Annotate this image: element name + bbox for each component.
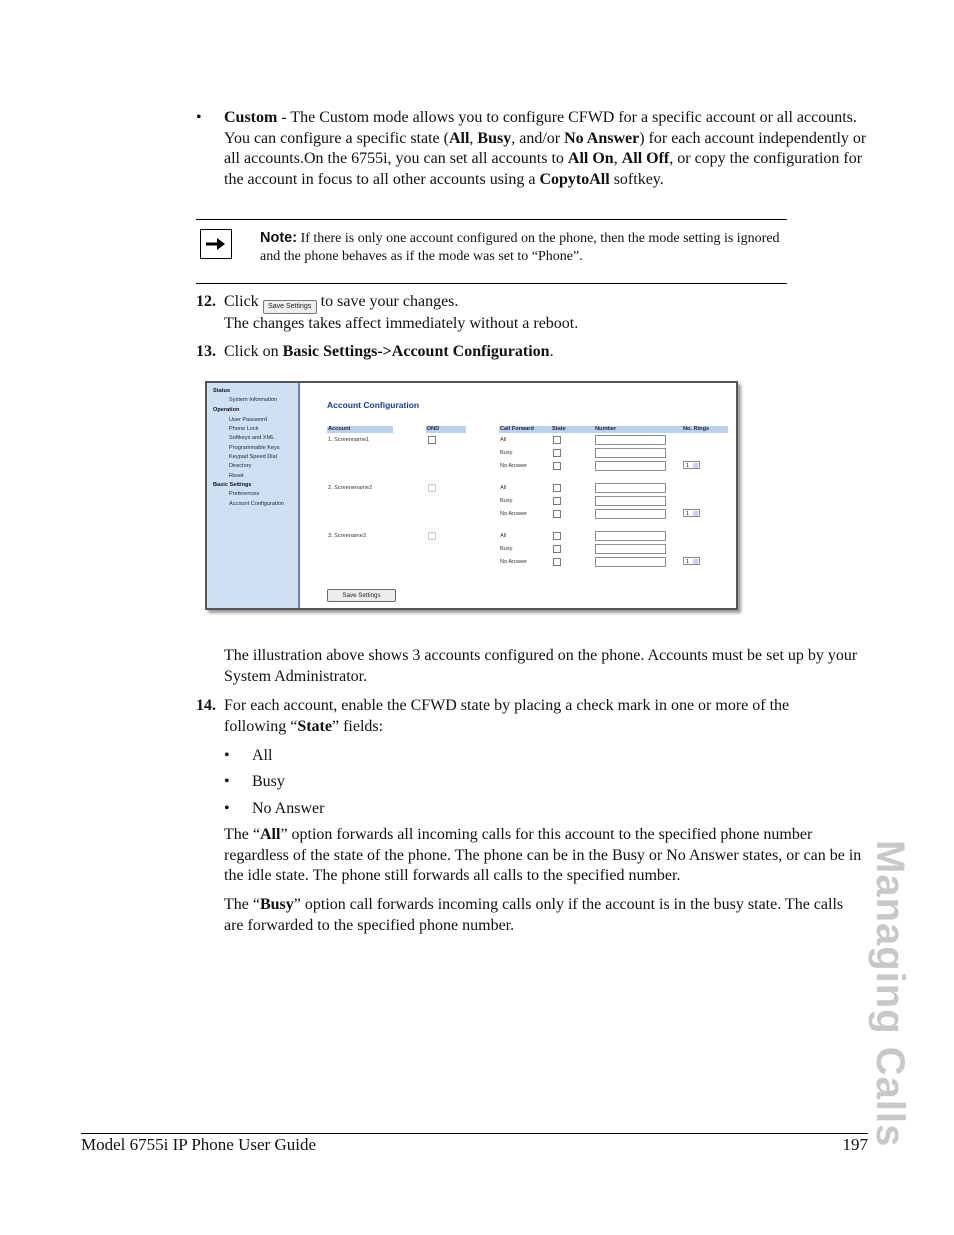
account-1-busy-checkbox[interactable] — [553, 449, 561, 457]
bullet-marker: • — [196, 109, 202, 126]
screenshot-title: Account Configuration — [327, 400, 420, 410]
state-bullet-no-answer — [224, 799, 325, 820]
bullet-text: No Answer — [252, 800, 325, 817]
chapter-title: Managing Calls — [868, 840, 912, 1148]
para-post: ” option forwards all incoming calls for this account to the specified phone number regardless of the state of the phone. The phone can be in the Busy or No Answer states, or can be in the idle state. The phone still forwards all calls to the specified number. — [224, 826, 862, 884]
save-settings-button[interactable]: Save Settings — [327, 589, 396, 602]
step-13-text — [224, 342, 869, 363]
account-3-state-busy: Busy — [500, 546, 513, 552]
custom-term: Custom — [224, 109, 278, 126]
account-2-all-number[interactable] — [595, 483, 666, 493]
account-3-busy-number[interactable] — [595, 544, 666, 554]
account-1-state-all: All — [500, 437, 507, 443]
account-1-state-no-answer: No Answer — [500, 463, 528, 469]
custom-text: - The Custom mode allows you to configure CFWD for a specific account or all accounts. You can configure a specific state ( — [224, 109, 857, 147]
account-3-no-answer-checkbox[interactable] — [553, 558, 561, 566]
sidebar-account-configuration: Account Configuration — [229, 501, 285, 507]
account-2-rings-select[interactable] — [683, 509, 700, 517]
page-number: 197 — [842, 1135, 868, 1154]
custom-text: , or copy the configuration for the account in focus to all other accounts using a — [224, 150, 863, 188]
chevron-down-icon — [693, 511, 698, 516]
menu-path: Basic Settings->Account Configuration — [282, 343, 550, 360]
state-no-answer: No Answer — [564, 129, 640, 147]
custom-text: softkey. — [609, 170, 664, 188]
account-3-all-checkbox[interactable] — [553, 532, 561, 540]
sidebar-user-password: User Password — [229, 417, 267, 423]
state-term: State — [297, 717, 332, 735]
account-2-no-answer-number[interactable] — [595, 509, 666, 519]
chapter-side-tab — [860, 840, 920, 1148]
account-1-all-checkbox[interactable] — [553, 436, 561, 444]
account-3-no-answer-number[interactable] — [595, 557, 666, 567]
step-13-post: . — [549, 343, 554, 360]
account-1-no-answer-number[interactable] — [595, 461, 666, 471]
state-all: All — [448, 129, 470, 147]
step-14-number: 14. — [196, 697, 216, 714]
step-12-post: to save your changes. — [316, 293, 459, 310]
separator: , — [613, 150, 622, 167]
account-2-dnd-checkbox[interactable] — [428, 484, 436, 492]
account-3-rings-select[interactable] — [683, 557, 700, 565]
col-call-forward: Call Forward — [500, 426, 534, 432]
account-2-busy-number[interactable] — [595, 496, 666, 506]
all-term: All — [259, 826, 281, 843]
account-2-no-answer-checkbox[interactable] — [553, 510, 561, 518]
account-3-all-number[interactable] — [595, 531, 666, 541]
rings-value: 1 — [686, 511, 690, 517]
state-bullet-all — [224, 746, 273, 767]
account-2-state-busy: Busy — [500, 498, 513, 504]
note-text — [260, 229, 786, 266]
sidebar-status: Status — [213, 388, 231, 394]
sidebar-softkeys-xml: Softkeys and XML — [229, 435, 275, 441]
step-13-pre: Click on — [224, 343, 283, 360]
account-configuration-screenshot — [205, 381, 738, 610]
col-number: Number — [595, 426, 617, 432]
sidebar-system-information: System Information — [229, 397, 278, 403]
sidebar-keypad-speed-dial: Keypad Speed Dial — [229, 454, 277, 460]
account-1-dnd-checkbox[interactable] — [428, 436, 436, 444]
note-top-rule — [196, 219, 787, 220]
custom-mode-bullet — [196, 108, 869, 190]
screenshot-sidebar — [207, 383, 300, 608]
sidebar-basic-settings: Basic Settings — [213, 482, 252, 488]
rings-value: 1 — [686, 559, 690, 565]
step-14-text — [224, 696, 844, 737]
busy-term: Busy — [259, 896, 294, 913]
note-bottom-rule — [196, 283, 787, 284]
copytoall-term: CopytoAll — [539, 170, 610, 188]
para-pre: The “ — [224, 896, 260, 913]
state-busy: Busy — [477, 129, 512, 147]
sidebar-phone-lock: Phone Lock — [229, 426, 259, 432]
bullet-text: All — [252, 747, 273, 764]
account-2-state-no-answer: No Answer — [500, 511, 528, 517]
step-12-pre: Click — [224, 293, 263, 310]
account-1-rings-select[interactable] — [683, 461, 700, 469]
step-12-line2: The changes takes affect immediately without a reboot. — [224, 315, 579, 332]
sidebar-programmable-keys: Programmable Keys — [229, 445, 280, 451]
account-3-state-no-answer: No Answer — [500, 559, 528, 565]
sidebar-operation: Operation — [213, 407, 240, 413]
save-settings-inline-button: Save Settings — [263, 300, 317, 314]
account-2-name: 2. Screenename2 — [328, 485, 373, 491]
account-3-state-all: All — [500, 533, 507, 539]
footer-rule — [81, 1133, 868, 1134]
state-bullet-busy — [224, 772, 285, 793]
bullet-text: Busy — [252, 773, 285, 790]
rings-value: 1 — [686, 463, 690, 469]
bullet-marker: • — [224, 747, 230, 764]
chevron-down-icon — [693, 559, 698, 564]
sidebar-directory: Directory — [229, 463, 252, 469]
footer-guide-title: Model 6755i IP Phone User Guide — [81, 1135, 316, 1154]
separator: , and/or — [511, 129, 565, 147]
col-no-rings: No. Rings — [683, 426, 710, 432]
col-state: State — [552, 426, 566, 432]
step-14-pre: For each account, enable the CFWD state by placing a check mark in one or more of the following “ — [224, 697, 790, 735]
chevron-down-icon — [693, 463, 698, 468]
separator: , — [469, 129, 478, 147]
col-dnd: DND — [427, 426, 440, 432]
account-1-no-answer-checkbox[interactable] — [553, 462, 561, 470]
note-label: Note: — [260, 230, 298, 246]
arrow-right-icon — [200, 229, 232, 259]
step-12-number: 12. — [196, 293, 216, 310]
account-3-busy-checkbox[interactable] — [553, 545, 561, 553]
bullet-marker: • — [224, 800, 230, 817]
sidebar-reset: Reset — [229, 473, 244, 479]
illustration-caption: The illustration above shows 3 accounts configured on the phone. Accounts must be set up by your System Administrator. — [224, 647, 858, 685]
sidebar-preferences: Preferences — [229, 491, 260, 497]
account-1-busy-number[interactable] — [595, 448, 666, 458]
step-14-post: ” fields: — [331, 717, 384, 735]
custom-text: ) for each account independently or all accounts.On the 6755i, you can set all accounts to — [224, 129, 867, 167]
step-12-text — [224, 292, 869, 335]
all-option-paragraph — [224, 825, 869, 887]
account-3-name: 3. Screename3 — [328, 533, 366, 539]
account-2-all-checkbox[interactable] — [553, 484, 561, 492]
account-1-state-busy: Busy — [500, 450, 513, 456]
account-3-dnd-checkbox[interactable] — [428, 532, 436, 540]
bullet-marker: • — [224, 773, 230, 790]
note-body: If there is only one account configured on the phone, then the mode setting is ignored and the phone behaves as if the mode was set to “Phone”. — [260, 231, 780, 264]
all-off-term: All Off — [621, 150, 670, 167]
account-2-busy-checkbox[interactable] — [553, 497, 561, 505]
col-account: Account — [328, 426, 351, 432]
para-post: ” option call forwards incoming calls only if the account is in the busy state. The calls are forwarded to the specified phone number. — [224, 896, 844, 934]
step-13-number: 13. — [196, 343, 216, 360]
busy-option-paragraph — [224, 895, 859, 936]
para-pre: The “ — [224, 826, 260, 843]
account-1-all-number[interactable] — [595, 435, 666, 445]
account-2-state-all: All — [500, 485, 507, 491]
all-on-term: All On — [567, 150, 614, 167]
account-1-name: 1. Screenname1 — [328, 437, 370, 443]
